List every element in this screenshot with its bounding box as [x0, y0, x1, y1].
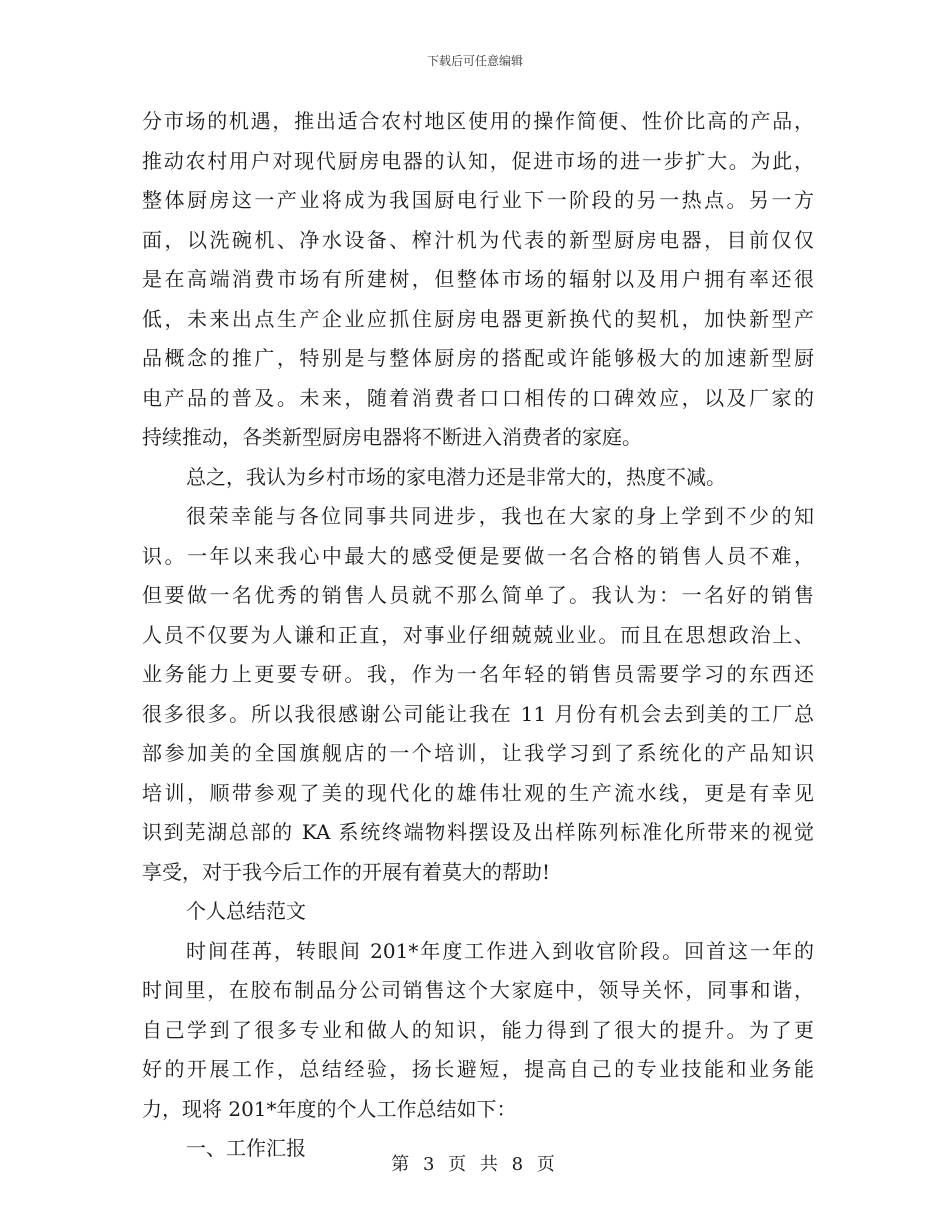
paragraph-line: 分市场的机遇，推出适合农村地区使用的操作简便、性价比高的产品， [142, 109, 814, 133]
paragraph-line: 力，现将 201*年度的个人工作总结如下： [142, 1096, 517, 1121]
paragraph-line: 持续推动，各类新型厨房电器将不断进入消费者的家庭。 [142, 425, 642, 449]
paragraph-line: 很荣幸能与各位同事共同进步，我也在大家的身上学到不少的知 [186, 504, 814, 528]
paragraph-line: 业务能力上更要专研。我，作为一名年轻的销售员需要学习的东西还 [142, 662, 814, 686]
paragraph-line: 培训，顺带参观了美的现代化的雄伟壮观的生产流水线，更是有幸见 [142, 780, 814, 805]
paragraph-line: 总之，我认为乡村市场的家电潜力还是非常大的，热度不减。 [186, 464, 726, 489]
paragraph-line: 面，以洗碗机、净水设备、榨汁机为代表的新型厨房电器，目前仅仅 [142, 227, 814, 252]
page-footer: 第 3 页 共 8 页 [391, 1154, 559, 1175]
paragraph-line: 很多很多。所以我很感谢公司能让我在 11 月份有机会去到美的工厂总 [142, 701, 814, 726]
paragraph-line: 识。一年以来我心中最大的感受便是要做一名合格的销售人员不难， [142, 543, 814, 568]
paragraph-line: 时间里，在胶布制品分公司销售这个大家庭中，领导关怀，同事和谐， [142, 978, 814, 1002]
paragraph-line: 人员不仅要为人谦和正直，对事业仔细兢兢业业。而且在思想政治上、 [142, 622, 814, 647]
paragraph-line: 电产品的普及。未来，随着消费者口口相传的口碑效应，以及厂家的 [142, 385, 814, 410]
paragraph-line: 整体厨房这一产业将成为我国厨电行业下一阶段的另一热点。另一方 [142, 188, 814, 212]
paragraph-line: 部参加美的全国旗舰店的一个培训，让我学习到了系统化的产品知识 [142, 741, 814, 765]
document-body [142, 102, 814, 1169]
paragraph-line: 是在高端消费市场有所建树，但整体市场的辐射以及用户拥有率还很 [142, 267, 814, 291]
paragraph-line: 时间荏苒，转眼间 201*年度工作进入到收官阶段。回首这一年的 [186, 938, 814, 963]
paragraph-line: 低，未来出点生产企业应抓住厨房电器更新换代的契机，加快新型产 [142, 306, 814, 331]
section-heading: 一、工作汇报 [186, 1136, 306, 1160]
paragraph-line: 但要做一名优秀的销售人员就不那么简单了。我认为：一名好的销售 [142, 583, 814, 607]
paragraph-line: 推动农村用户对现代厨房电器的认知，促进市场的进一步扩大。为此， [142, 148, 814, 173]
paragraph-line: 好的开展工作，总结经验，扬长避短，提高自己的专业技能和业务能 [142, 1057, 814, 1081]
section-heading: 个人总结范文 [186, 899, 306, 923]
paragraph-line: 自己学到了很多专业和做人的知识，能力得到了很大的提升。为了更 [142, 1017, 814, 1042]
paragraph-line: 识到芜湖总部的 KA 系统终端物料摆设及出样陈列标准化所带来的视觉 [142, 820, 814, 844]
paragraph-line: 品概念的推广，特别是与整体厨房的搭配或许能够极大的加速新型厨 [142, 346, 814, 370]
page-header: 下载后可任意编辑 [426, 54, 523, 68]
paragraph-line: 享受，对于我今后工作的开展有着莫大的帮助! [142, 859, 551, 884]
